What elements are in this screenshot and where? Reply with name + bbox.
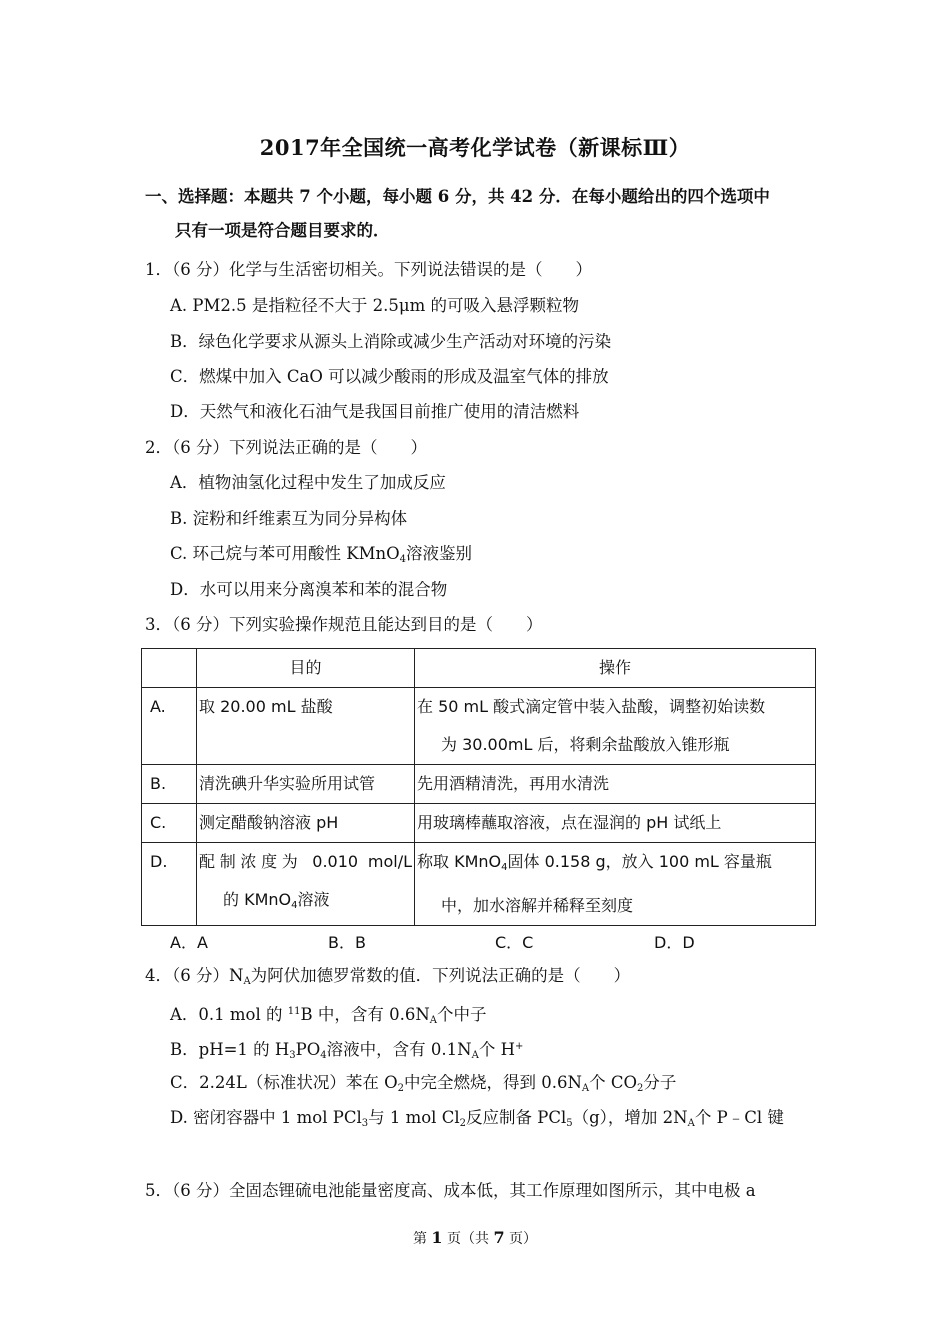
question-2-option-b: B. 淀粉和纤维素互为同分异构体 bbox=[170, 509, 408, 528]
row-label: B. bbox=[142, 765, 197, 804]
choice-c: C．C bbox=[495, 933, 534, 952]
question-1-option-c: C．燃煤中加入 CaO 可以减少酸雨的形成及温室气体的排放 bbox=[170, 367, 609, 386]
question-4-option-b: B．pH=1 的 $H_3PO_4$溶液中，含有 $0.1N_A$个 H+ bbox=[170, 1040, 524, 1061]
row-operation: 称取 KMnO$_4$固体 0.158 g，放入 100 mL 容量瓶 中，加水溶解并稀释至刻度 bbox=[415, 843, 816, 926]
table-row bbox=[142, 688, 816, 765]
row-label: C. bbox=[142, 804, 197, 843]
current-page-number: 1 bbox=[431, 1228, 443, 1247]
experiment-table bbox=[141, 648, 816, 926]
row-label: A. bbox=[142, 688, 197, 765]
question-1-option-d: D．天然气和液化石油气是我国目前推广使用的清洁燃料 bbox=[170, 402, 580, 421]
question-4-stem: 4．（6 分）$N_A$为阿伏加德罗常数的值．下列说法正确的是（ ） bbox=[145, 966, 631, 987]
choice-d: D．D bbox=[654, 933, 695, 952]
table-row bbox=[142, 843, 816, 926]
page-footer: 第 1 页（共 7 页） bbox=[412, 1228, 538, 1247]
row-label: D. bbox=[142, 843, 197, 926]
question-4-option-a: A．0.1 mol 的 $^{11}$B 中，含有 $0.6N_A$个中子 bbox=[170, 1005, 487, 1026]
table-header-row bbox=[142, 649, 816, 688]
question-2-option-d: D．水可以用来分离溴苯和苯的混合物 bbox=[170, 580, 448, 599]
question-4-option-d: D. 密闭容器中 1 mol PCl$_3$与 1 mol $Cl_2$反应制备 PCl$_5$（g），增加 $2N_A$个 P﹣Cl 键 bbox=[170, 1108, 784, 1129]
table-header-operation: 操作 bbox=[415, 649, 816, 688]
section-heading-line2: 只有一项是符合题目要求的． bbox=[175, 221, 390, 240]
table-header-goal: 目的 bbox=[197, 649, 415, 688]
page-title: 2017年全国统一高考化学试卷（新课标Ⅲ） bbox=[259, 135, 691, 160]
section-heading-line1: 一、选择题：本题共 7 个小题，每小题 6 分，共 42 分．在每小题给出的四个选项中 bbox=[145, 187, 770, 206]
question-4-option-c: C．2.24L（标准状况）苯在 $O_2$中完全燃烧，得到 $0.6N_A$个 $CO_2$分子 bbox=[170, 1073, 677, 1094]
question-1-stem: 1．（6 分）化学与生活密切相关。下列说法错误的是（ ） bbox=[145, 260, 592, 279]
table-row bbox=[142, 804, 816, 843]
row-goal: 配制浓度为 0.010 mol/L 的 KMnO$_4$溶液 bbox=[197, 843, 415, 926]
question-3-choices bbox=[170, 930, 750, 952]
section-heading bbox=[145, 180, 825, 248]
row-operation: 在 50 mL 酸式滴定管中装入盐酸，调整初始读数 为 30.00mL 后，将剩余盐酸放入锥形瓶 bbox=[415, 688, 816, 765]
question-1-option-a: A. PM2.5 是指粒径不大于 2.5μm 的可吸入悬浮颗粒物 bbox=[170, 296, 579, 315]
table-header-blank bbox=[142, 649, 197, 688]
row-goal: 取 20.00 mL 盐酸 bbox=[197, 688, 415, 765]
row-operation: 用玻璃棒蘸取溶液，点在湿润的 pH 试纸上 bbox=[415, 804, 816, 843]
question-5-stem: 5．（6 分）全固态锂硫电池能量密度高、成本低，其工作原理如图所示，其中电极 a bbox=[145, 1181, 756, 1200]
question-1-option-b: B．绿色化学要求从源头上消除或减少生产活动对环境的污染 bbox=[170, 332, 612, 351]
question-2-option-c: C. 环己烷与苯可用酸性 KMnO$_4$溶液鉴别 bbox=[170, 544, 473, 565]
row-goal: 测定醋酸钠溶液 pH bbox=[197, 804, 415, 843]
total-page-count: 7 bbox=[493, 1228, 505, 1247]
choice-a: A．A bbox=[170, 933, 208, 952]
row-goal: 清洗碘升华实验所用试管 bbox=[197, 765, 415, 804]
question-2-option-a: A．植物油氢化过程中发生了加成反应 bbox=[170, 473, 446, 492]
question-2-stem: 2．（6 分）下列说法正确的是（ ） bbox=[145, 438, 427, 457]
choice-b: B．B bbox=[328, 933, 366, 952]
row-operation: 先用酒精清洗，再用水清洗 bbox=[415, 765, 816, 804]
question-3-stem: 3．（6 分）下列实验操作规范且能达到目的是（ ） bbox=[145, 615, 543, 634]
table-row bbox=[142, 765, 816, 804]
